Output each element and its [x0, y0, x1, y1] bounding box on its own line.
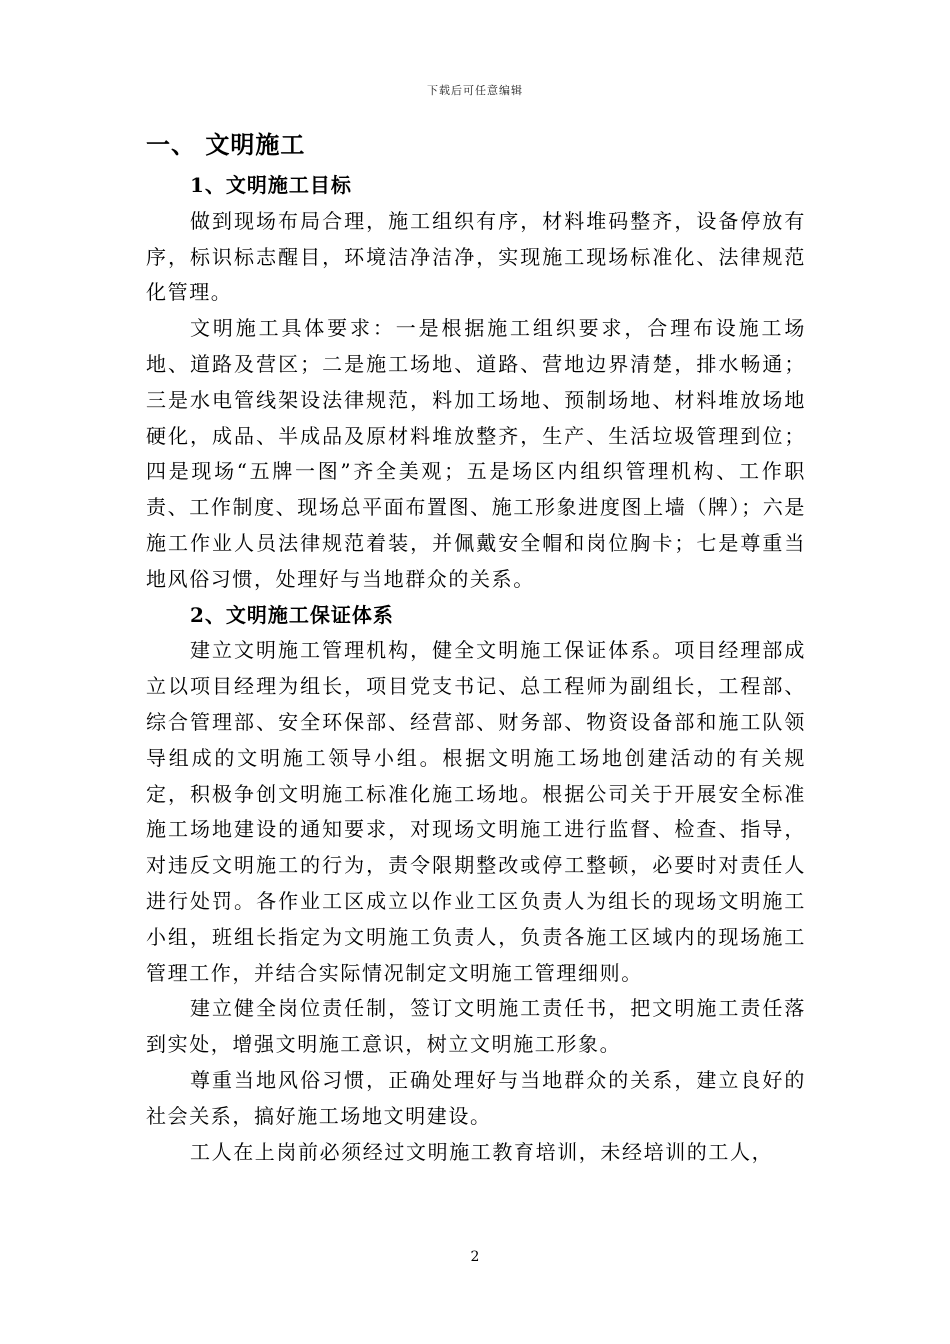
- paragraph-2-2: 建立健全岗位责任制，签订文明施工责任书，把文明施工责任落到实处，增强文明施工意识，树立文明施工形象。: [146, 996, 806, 1057]
- header-note: 下载后可任意编辑: [427, 84, 523, 97]
- section-title: 一、 文明施工: [146, 130, 306, 159]
- paragraph-2-1: 建立文明施工管理机构，健全文明施工保证体系。项目经理部成立以项目经理为组长，项目党支书记、总工程师为副组长，工程部、综合管理部、安全环保部、经营部、财务部、物资设备部和施工队领导组成的文明施工领导小组。根据文明施工场地创建活动的有关规定，积极争创文明施工标准化施工场地。根据公司关于开展安全标准施工场地建设的通知要求，对现场文明施工进行监督、检查、指导，对违反文明施工的行为，责令限期整改或停工整顿，必要时对责任人进行处罚。各作业工区成立以作业工区负责人为组长的现场文明施工小组，班组长指定为文明施工负责人，负责各施工区域内的现场施工管理工作，并结合实际情况制定文明施工管理细则。: [146, 638, 806, 985]
- paragraph-2-4: 工人在上岗前必须经过文明施工教育培训，未经培训的工人，: [190, 1139, 774, 1164]
- paragraph-2-3: 尊重当地风俗习惯，正确处理好与当地群众的关系，建立良好的社会关系，搞好施工场地文明建设。: [146, 1067, 806, 1128]
- page-number: 2: [470, 1249, 480, 1265]
- subsection-heading-2: 2、文明施工保证体系: [190, 602, 394, 627]
- document-body: [146, 126, 806, 1170]
- paragraph-1-1: 做到现场布局合理，施工组织有序，材料堆码整齐，设备停放有序，标识标志醒目，环境洁净洁净，实现施工现场标准化、法律规范化管理。: [146, 208, 806, 305]
- subsection-heading-1: 1、文明施工目标: [190, 173, 352, 197]
- paragraph-1-2: 文明施工具体要求：一是根据施工组织要求，合理布设施工场地、道路及营区；二是施工场地、道路、营地边界清楚，排水畅通；三是水电管线架设法律规范，料加工场地、预制场地、材料堆放场地硬化，成品、半成品及原材料堆放整齐，生产、生活垃圾管理到位；四是现场“五牌一图”齐全美观；五是场区内组织管理机构、工作职责、工作制度、现场总平面布置图、施工形象进度图上墙（牌）；六是施工作业人员法律规范着装，并佩戴安全帽和岗位胸卡；七是尊重当地风俗习惯，处理好与当地群众的关系。: [146, 316, 806, 591]
